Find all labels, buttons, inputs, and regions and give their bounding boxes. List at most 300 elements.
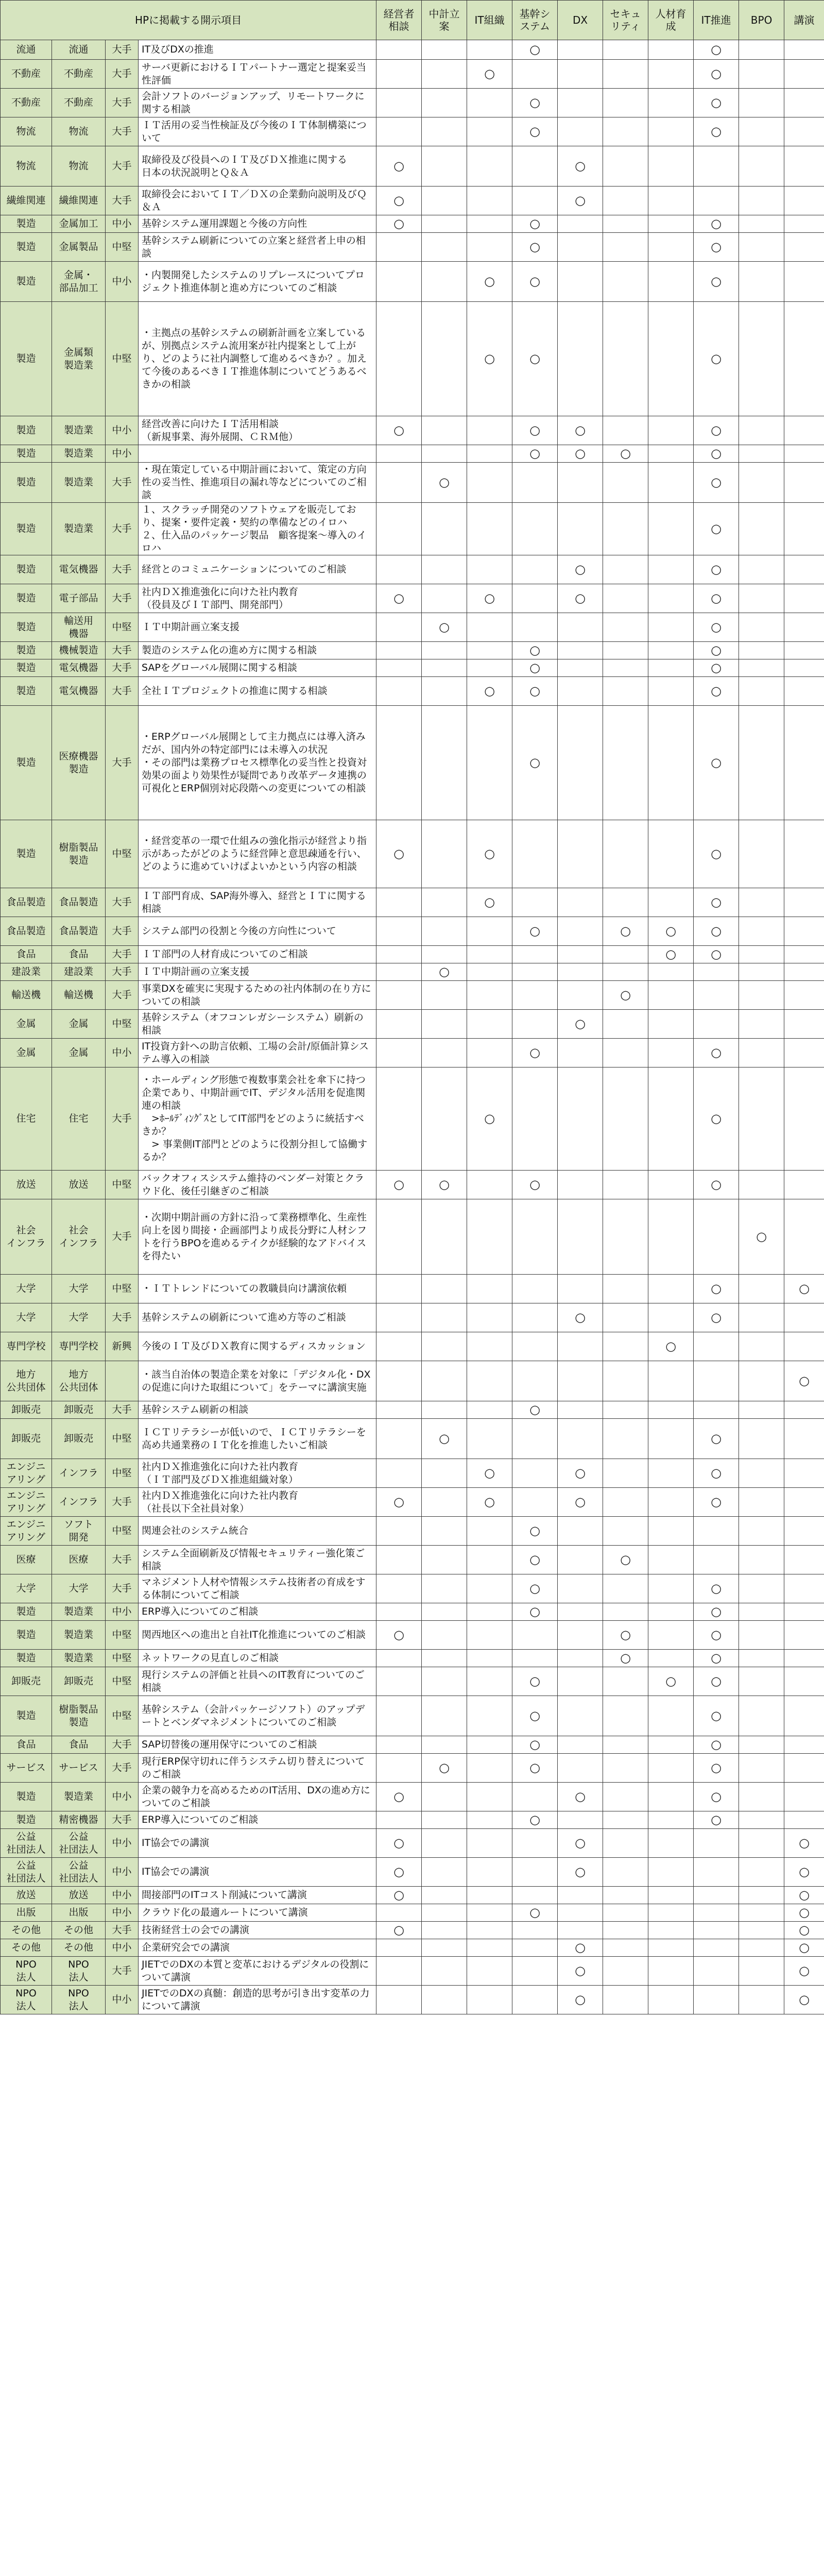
- category-mark-cell: [784, 981, 824, 1010]
- circle-mark: ○: [529, 660, 541, 675]
- sub-industry-cell: 製造業: [52, 416, 106, 445]
- circle-mark: ○: [711, 1466, 722, 1480]
- circle-mark: ○: [799, 1865, 810, 1879]
- consultation-content-cell: 現行ERP保守切れに伴うシステム切り替えについてのご相談: [139, 1754, 376, 1783]
- category-mark-cell: [512, 1361, 558, 1401]
- category-mark-cell: [739, 946, 784, 963]
- category-mark-cell: [512, 60, 558, 89]
- table-row: [1, 584, 824, 613]
- category-mark-cell: [558, 1811, 603, 1829]
- circle-mark: ○: [799, 1923, 810, 1937]
- category-mark-cell: [422, 1858, 467, 1887]
- category-mark-cell: [784, 1754, 824, 1783]
- category-mark-cell: [784, 40, 824, 60]
- category-mark-cell: [422, 262, 467, 302]
- category-mark-cell: [512, 1275, 558, 1303]
- circle-mark: ○: [711, 1281, 722, 1296]
- category-mark-cell: [648, 1887, 694, 1904]
- circle-mark: ○: [711, 1789, 722, 1804]
- sub-industry-cell: 樹脂製品 製造: [52, 1696, 106, 1736]
- category-mark-cell: [648, 1010, 694, 1039]
- consultation-content-cell: サーバ更新におけるＩＴパートナー選定と提案妥当性評価: [139, 60, 376, 89]
- category-mark-cell: [376, 187, 422, 215]
- category-mark-cell: [603, 642, 648, 659]
- category-mark-cell: [376, 888, 422, 917]
- circle-mark: ○: [665, 947, 677, 961]
- category-mark-cell: [467, 613, 512, 642]
- company-size-cell: 中小: [106, 1904, 139, 1922]
- company-size-cell: 中小: [106, 445, 139, 463]
- sub-industry-cell: 繊維関連: [52, 187, 106, 215]
- category-mark-cell: [784, 613, 824, 642]
- table-row: [1, 1275, 824, 1303]
- circle-mark: ○: [575, 1016, 586, 1031]
- circle-mark: ○: [711, 124, 722, 139]
- circle-mark: ○: [711, 1581, 722, 1596]
- consultation-content-cell: ・経営変革の一環で仕組みの強化指示が経営より指示があったがどのように経営陣と意思疎通を行い、どのように進めていけばよいかという内容の相談: [139, 820, 376, 888]
- category-mark-cell: [512, 1904, 558, 1922]
- category-mark-cell: [558, 1419, 603, 1459]
- sub-industry-cell: 金属・ 部品加工: [52, 262, 106, 302]
- company-size-cell: 大手: [106, 463, 139, 503]
- circle-mark: ○: [529, 684, 541, 698]
- category-mark-cell: [422, 1303, 467, 1332]
- consultation-content-cell: 取締役及び役員へのＩＴ及びＤＸ推進に関する 日本の状況説明とＱ＆Ａ: [139, 146, 376, 187]
- category-mark-cell: [739, 677, 784, 706]
- circle-mark: ○: [799, 1992, 810, 2007]
- category-mark-cell: [467, 1986, 512, 2014]
- header-cat-bpo: BPO: [739, 1, 784, 40]
- category-mark-cell: [467, 1939, 512, 1957]
- category-mark-cell: [376, 584, 422, 613]
- category-mark-cell: [784, 1811, 824, 1829]
- category-mark-cell: [739, 888, 784, 917]
- sub-industry-cell: 製造業: [52, 1603, 106, 1621]
- table-row: [1, 1667, 824, 1696]
- category-mark-cell: [558, 117, 603, 146]
- category-mark-cell: [784, 1361, 824, 1401]
- industry-cell: 製造: [1, 416, 52, 445]
- category-mark-cell: [558, 1459, 603, 1488]
- category-mark-cell: [512, 262, 558, 302]
- category-mark-cell: [739, 445, 784, 463]
- sub-industry-cell: 食品: [52, 946, 106, 963]
- sub-industry-cell: NPO 法人: [52, 1986, 106, 2014]
- consultation-content-cell: 基幹システム（オフコンレガシーシステム）刷新の相談: [139, 1010, 376, 1039]
- category-mark-cell: [648, 1696, 694, 1736]
- category-mark-cell: [603, 1488, 648, 1517]
- category-mark-cell: [376, 963, 422, 981]
- industry-cell: 放送: [1, 1887, 52, 1904]
- category-mark-cell: [739, 820, 784, 888]
- circle-mark: ○: [393, 1495, 405, 1509]
- category-mark-cell: [784, 1939, 824, 1957]
- category-mark-cell: [422, 1401, 467, 1419]
- category-mark-cell: [694, 1361, 739, 1401]
- company-size-cell: 中堅: [106, 1419, 139, 1459]
- category-mark-cell: [467, 1067, 512, 1171]
- category-mark-cell: [422, 642, 467, 659]
- industry-cell: 製造: [1, 1783, 52, 1811]
- circle-mark: ○: [575, 446, 586, 461]
- industry-cell: 医療: [1, 1546, 52, 1574]
- consultation-content-cell: 企業の競争力を高めるためのIT活用、DXの進め方についてのご相談: [139, 1783, 376, 1811]
- table-row: [1, 1488, 824, 1517]
- category-mark-cell: [648, 1922, 694, 1939]
- category-mark-cell: [512, 1621, 558, 1650]
- category-mark-cell: [694, 1010, 739, 1039]
- category-mark-cell: [739, 117, 784, 146]
- category-mark-cell: [467, 1858, 512, 1887]
- header-cat-hr-dev: 人材育成: [648, 1, 694, 40]
- circle-mark: ○: [799, 1836, 810, 1850]
- consultation-content-cell: 取締役会においてＩＴ／ＤＸの企業動向説明及びＱ＆Ａ: [139, 187, 376, 215]
- category-mark-cell: [603, 981, 648, 1010]
- category-mark-cell: [784, 888, 824, 917]
- category-mark-cell: [648, 1361, 694, 1401]
- industry-cell: 大学: [1, 1574, 52, 1603]
- category-mark-cell: [558, 1754, 603, 1783]
- category-mark-cell: [422, 89, 467, 117]
- table-row: [1, 981, 824, 1010]
- circle-mark: ○: [439, 964, 450, 979]
- category-mark-cell: [467, 233, 512, 262]
- category-mark-cell: [467, 1361, 512, 1401]
- category-mark-cell: [648, 1986, 694, 2014]
- sub-industry-cell: 製造業: [52, 1621, 106, 1650]
- category-mark-cell: [376, 89, 422, 117]
- category-mark-cell: [558, 642, 603, 659]
- sub-industry-cell: 製造業: [52, 1650, 106, 1667]
- category-mark-cell: [558, 1039, 603, 1067]
- circle-mark: ○: [711, 755, 722, 770]
- category-mark-cell: [467, 981, 512, 1010]
- circle-mark: ○: [393, 1923, 405, 1937]
- company-size-cell: 大手: [106, 946, 139, 963]
- category-mark-cell: [422, 1783, 467, 1811]
- circle-mark: ○: [529, 1760, 541, 1775]
- sub-industry-cell: 電気機器: [52, 555, 106, 584]
- category-mark-cell: [467, 820, 512, 888]
- category-mark-cell: [784, 445, 824, 463]
- category-mark-cell: [376, 1459, 422, 1488]
- category-mark-cell: [467, 1829, 512, 1858]
- table-row: [1, 1517, 824, 1546]
- category-mark-cell: [694, 463, 739, 503]
- circle-mark: ○: [484, 684, 495, 698]
- category-mark-cell: [467, 1667, 512, 1696]
- category-mark-cell: [376, 1736, 422, 1754]
- category-mark-cell: [376, 1939, 422, 1957]
- table-row: [1, 302, 824, 416]
- company-size-cell: 中小: [106, 1858, 139, 1887]
- header-disclosure-items: HPに掲載する開示項目: [1, 1, 376, 40]
- category-mark-cell: [467, 1621, 512, 1650]
- category-mark-cell: [422, 1419, 467, 1459]
- category-mark-cell: [603, 1650, 648, 1667]
- circle-mark: ○: [529, 95, 541, 110]
- circle-mark: ○: [439, 620, 450, 634]
- company-size-cell: 中小: [106, 1039, 139, 1067]
- consultation-content-cell: ＩＴ中期計画立案支援: [139, 613, 376, 642]
- table-row: [1, 1754, 824, 1783]
- sub-industry-cell: インフラ: [52, 1488, 106, 1517]
- circle-mark: ○: [665, 1674, 677, 1688]
- category-mark-cell: [739, 1858, 784, 1887]
- category-mark-cell: [648, 820, 694, 888]
- table-row: [1, 60, 824, 89]
- sub-industry-cell: 放送: [52, 1887, 106, 1904]
- category-mark-cell: [422, 117, 467, 146]
- category-mark-cell: [467, 503, 512, 555]
- category-mark-cell: [558, 820, 603, 888]
- category-mark-cell: [739, 187, 784, 215]
- category-mark-cell: [603, 820, 648, 888]
- company-size-cell: 大手: [106, 917, 139, 946]
- category-mark-cell: [467, 1957, 512, 1986]
- circle-mark: ○: [439, 1177, 450, 1192]
- category-mark-cell: [739, 40, 784, 60]
- category-mark-cell: [739, 233, 784, 262]
- sub-industry-cell: 住宅: [52, 1067, 106, 1171]
- company-size-cell: 大手: [106, 1303, 139, 1332]
- category-mark-cell: [467, 1332, 512, 1361]
- circle-mark: ○: [711, 1760, 722, 1775]
- category-mark-cell: [558, 946, 603, 963]
- circle-mark: ○: [484, 351, 495, 366]
- company-size-cell: 大手: [106, 888, 139, 917]
- category-mark-cell: [784, 1621, 824, 1650]
- category-mark-cell: [784, 146, 824, 187]
- category-mark-cell: [694, 262, 739, 302]
- category-mark-cell: [376, 503, 422, 555]
- category-mark-cell: [558, 1986, 603, 2014]
- category-mark-cell: [376, 117, 422, 146]
- circle-mark: ○: [393, 1789, 405, 1804]
- category-mark-cell: [739, 1546, 784, 1574]
- sub-industry-cell: 出版: [52, 1904, 106, 1922]
- industry-cell: 輸送機: [1, 981, 52, 1010]
- consultation-content-cell: 間接部門のITコスト削減について講演: [139, 1887, 376, 1904]
- category-mark-cell: [784, 1574, 824, 1603]
- category-mark-cell: [603, 1667, 648, 1696]
- category-mark-cell: [739, 60, 784, 89]
- category-mark-cell: [603, 117, 648, 146]
- circle-mark: ○: [575, 562, 586, 577]
- category-mark-cell: [376, 1986, 422, 2014]
- category-mark-cell: [739, 215, 784, 233]
- table-row: [1, 463, 824, 503]
- category-mark-cell: [558, 233, 603, 262]
- category-mark-cell: [739, 1829, 784, 1858]
- circle-mark: ○: [484, 846, 495, 861]
- sub-industry-cell: 大学: [52, 1574, 106, 1603]
- circle-mark: ○: [529, 1045, 541, 1060]
- circle-mark: ○: [529, 446, 541, 461]
- circle-mark: ○: [711, 95, 722, 110]
- category-mark-cell: [422, 1517, 467, 1546]
- category-mark-cell: [376, 1171, 422, 1199]
- category-mark-cell: [376, 1488, 422, 1517]
- category-mark-cell: [558, 1517, 603, 1546]
- industry-cell: 不動産: [1, 89, 52, 117]
- category-mark-cell: [467, 917, 512, 946]
- category-mark-cell: [467, 1199, 512, 1275]
- category-mark-cell: [467, 1650, 512, 1667]
- category-mark-cell: [648, 302, 694, 416]
- category-mark-cell: [694, 1459, 739, 1488]
- table-row: [1, 677, 824, 706]
- category-mark-cell: [739, 1067, 784, 1171]
- industry-cell: 製造: [1, 302, 52, 416]
- circle-mark: ○: [529, 1737, 541, 1752]
- circle-mark: ○: [799, 1888, 810, 1902]
- category-mark-cell: [512, 187, 558, 215]
- category-mark-cell: [376, 1811, 422, 1829]
- circle-mark: ○: [393, 591, 405, 605]
- header-cat-dx: DX: [558, 1, 603, 40]
- consultation-content-cell: １、スクラッチ開発のソフトウェアを販売しており、提案・要件定義・契約の準備などのイロハ ２、仕入品のパッケージ製品 顧客提案～導入のイロハ: [139, 503, 376, 555]
- circle-mark: ○: [620, 446, 631, 461]
- company-size-cell: 大手: [106, 89, 139, 117]
- category-mark-cell: [603, 1957, 648, 1986]
- category-mark-cell: [467, 1010, 512, 1039]
- table-row: [1, 215, 824, 233]
- consultation-content-cell: ・現在策定している中期計画において、策定の方向性の妥当性、推進項目の漏れ等などについてのご相談: [139, 463, 376, 503]
- category-mark-cell: [512, 117, 558, 146]
- table-row: [1, 1419, 824, 1459]
- circle-mark: ○: [711, 1431, 722, 1446]
- consultation-content-cell: IT協会での講演: [139, 1829, 376, 1858]
- category-mark-cell: [694, 1199, 739, 1275]
- category-mark-cell: [739, 981, 784, 1010]
- category-mark-cell: [603, 1459, 648, 1488]
- circle-mark: ○: [711, 1604, 722, 1619]
- consultation-content-cell: ERP導入についてのご相談: [139, 1603, 376, 1621]
- consultation-content-cell: 社内ＤＸ推進強化に向けた社内教育 （社長以下全社員対象）: [139, 1488, 376, 1517]
- consultation-content-cell: ＩＴ部門の人材育成についてのご相談: [139, 946, 376, 963]
- category-mark-cell: [603, 416, 648, 445]
- category-mark-cell: [694, 1887, 739, 1904]
- table-row: [1, 40, 824, 60]
- circle-mark: ○: [711, 240, 722, 254]
- consultation-content-cell: 基幹システムの刷新について進め方等のご相談: [139, 1303, 376, 1332]
- circle-mark: ○: [711, 1495, 722, 1509]
- category-mark-cell: [739, 302, 784, 416]
- category-mark-cell: [694, 1574, 739, 1603]
- category-mark-cell: [422, 659, 467, 677]
- category-mark-cell: [467, 584, 512, 613]
- category-mark-cell: [603, 613, 648, 642]
- category-mark-cell: [603, 1401, 648, 1419]
- category-mark-cell: [512, 642, 558, 659]
- category-mark-cell: [376, 659, 422, 677]
- category-mark-cell: [422, 1621, 467, 1650]
- category-mark-cell: [739, 1303, 784, 1332]
- category-mark-cell: [467, 1754, 512, 1783]
- category-mark-cell: [376, 642, 422, 659]
- category-mark-cell: [603, 1039, 648, 1067]
- category-mark-cell: [467, 445, 512, 463]
- header-cat-executive: 経営者相談: [376, 1, 422, 40]
- circle-mark: ○: [711, 42, 722, 57]
- industry-cell: 製造: [1, 820, 52, 888]
- category-mark-cell: [467, 416, 512, 445]
- circle-mark: ○: [620, 1651, 631, 1665]
- circle-mark: ○: [439, 1431, 450, 1446]
- category-mark-cell: [694, 1332, 739, 1361]
- category-mark-cell: [422, 1574, 467, 1603]
- category-mark-cell: [694, 946, 739, 963]
- industry-cell: 製造: [1, 1811, 52, 1829]
- category-mark-cell: [648, 60, 694, 89]
- category-mark-cell: [784, 1957, 824, 1986]
- category-mark-cell: [603, 89, 648, 117]
- category-mark-cell: [558, 1171, 603, 1199]
- category-mark-cell: [784, 706, 824, 820]
- category-mark-cell: [512, 1401, 558, 1419]
- category-mark-cell: [512, 1829, 558, 1858]
- category-mark-cell: [467, 1783, 512, 1811]
- category-mark-cell: [694, 1904, 739, 1922]
- circle-mark: ○: [575, 1940, 586, 1955]
- table-row: [1, 1904, 824, 1922]
- category-mark-cell: [784, 1736, 824, 1754]
- category-mark-cell: [694, 1858, 739, 1887]
- category-mark-cell: [694, 1829, 739, 1858]
- circle-mark: ○: [711, 1628, 722, 1642]
- industry-cell: 放送: [1, 1171, 52, 1199]
- category-mark-cell: [694, 1621, 739, 1650]
- category-mark-cell: [376, 215, 422, 233]
- category-mark-cell: [422, 1459, 467, 1488]
- header-cat-it-org: IT組織: [467, 1, 512, 40]
- category-mark-cell: [376, 1783, 422, 1811]
- industry-cell: 住宅: [1, 1067, 52, 1171]
- category-mark-cell: [603, 946, 648, 963]
- category-mark-cell: [694, 1303, 739, 1332]
- company-size-cell: 中小: [106, 1887, 139, 1904]
- category-mark-cell: [558, 262, 603, 302]
- category-mark-cell: [648, 262, 694, 302]
- category-mark-cell: [467, 1488, 512, 1517]
- category-mark-cell: [376, 981, 422, 1010]
- category-mark-cell: [603, 555, 648, 584]
- table-row: [1, 1574, 824, 1603]
- sub-industry-cell: 樹脂製品 製造: [52, 820, 106, 888]
- industry-cell: 製造: [1, 1696, 52, 1736]
- industry-cell: 製造: [1, 584, 52, 613]
- category-mark-cell: [694, 963, 739, 981]
- company-size-cell: 大手: [106, 503, 139, 555]
- category-mark-cell: [603, 888, 648, 917]
- circle-mark: ○: [711, 1812, 722, 1827]
- category-mark-cell: [422, 946, 467, 963]
- table-row: [1, 89, 824, 117]
- category-mark-cell: [694, 1603, 739, 1621]
- circle-mark: ○: [711, 643, 722, 657]
- sub-industry-cell: 輸送機: [52, 981, 106, 1010]
- table-row: [1, 946, 824, 963]
- table-row: [1, 706, 824, 820]
- circle-mark: ○: [529, 351, 541, 366]
- category-mark-cell: [784, 1904, 824, 1922]
- consultation-content-cell: バックオフィスシステム維持のベンダー対策とクラウド化、後任引継ぎのご相談: [139, 1171, 376, 1199]
- company-size-cell: 大手: [106, 659, 139, 677]
- category-mark-cell: [694, 40, 739, 60]
- category-mark-cell: [512, 1574, 558, 1603]
- category-mark-cell: [739, 1010, 784, 1039]
